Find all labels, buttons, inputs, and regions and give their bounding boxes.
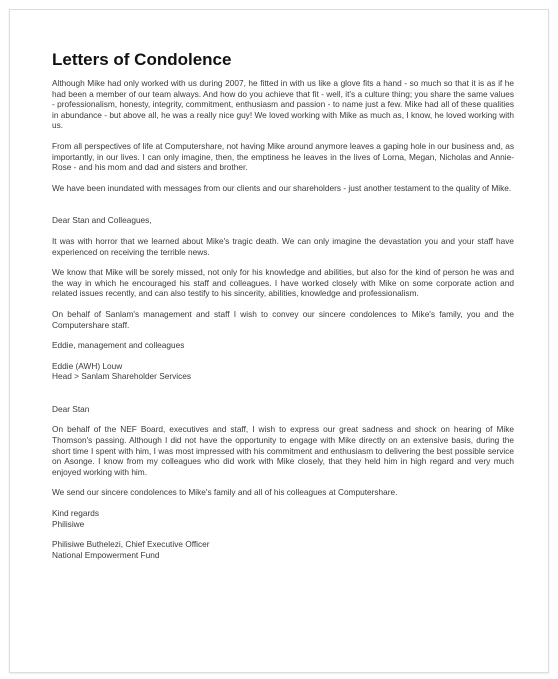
letter2-salutation: Dear Stan [52,403,90,414]
intro-paragraph: Although Mike had only worked with us during 2007, he fitted in with us like a glove fits a hand - so much so that it is as if he had been a member of our team always. And how do you achieve that fit - well, it's a culture thing; you share the same values - professionalism, honesty, integrity, commitment, enthusiasm and passion - to name just a few. Mike had all of these qualities in abundance - but above all, he was a really nice guy! We loved working with Mike as much as, I know, he loved working with us. [52,78,514,131]
letter1-paragraph: Eddie, management and colleagues [52,340,185,351]
letter1-salutation: Dear Stan and Colleagues, [52,215,152,226]
letter2-signature-name: Philisiwe Buthelezi, Chief Executive Officer [52,539,210,550]
letter1-signature-title: Head > Sanlam Shareholder Services [52,371,192,382]
letter2-paragraph: On behalf of the NEF Board, executives and staff, I wish to express our great sadness and shock on hearing of Mike Thomson's passing. Although I did not have the opportunity to engage with Mike directly on an extensive basis, during the short time I spent with him, I was most impressed with his commitment and enthusiasm to delivering the best possible service on Asonge. I know from my colleagues who did work with Mike closely, that they held him in high regard and very much enjoyed working with him. [52,424,514,477]
letter1-paragraph: It was with horror that we learned about Mike's tragic death. We can only imagine the devastation you and your staff have experienced on receiving the terrible news. [52,235,514,257]
document-title: Letters of Condolence [52,50,232,69]
letter2-signature [52,539,514,560]
letter1-signature-name: Eddie (AWH) Louw [52,360,123,371]
letter2-paragraph: We send our sincere condolences to Mike's family and all of his colleagues at Computershare. [52,487,398,498]
letter2-closing [52,508,514,529]
letter2-signature-org: National Empowerment Fund [52,549,160,560]
letter1-signature [52,361,514,382]
letter2-closing-text: Kind regards [52,508,100,519]
letter2-closing-name: Philisiwe [52,518,85,529]
intro-paragraph: We have been inundated with messages from our clients and our shareholders - just another testament to the quality of Mike. [52,182,512,193]
intro-paragraph: From all perspectives of life at Computershare, not having Mike around anymore leaves a gaping hole in our business and, as importantly, in our lives. I can only imagine, then, the emptiness he leaves in the lives of Lorna, Megan, Nicholas and Annie-Rose - and his mom and dad and sisters and brother. [52,140,514,173]
letter1-paragraph: We know that Mike will be sorely missed, not only for his knowledge and abilities, but also for the kind of person he was and the way in which he encouraged his staff and colleagues. I have worked closely with Mike on some corporate action and related issues recently, and can also testify to his sincerity, abilities, knowledge and professionalism. [52,267,514,299]
document-content [52,50,514,570]
letter1-paragraph: On behalf of Sanlam's management and staff I wish to convey our sincere condolences to Mike's family, you and the Computershare staff. [52,308,514,330]
